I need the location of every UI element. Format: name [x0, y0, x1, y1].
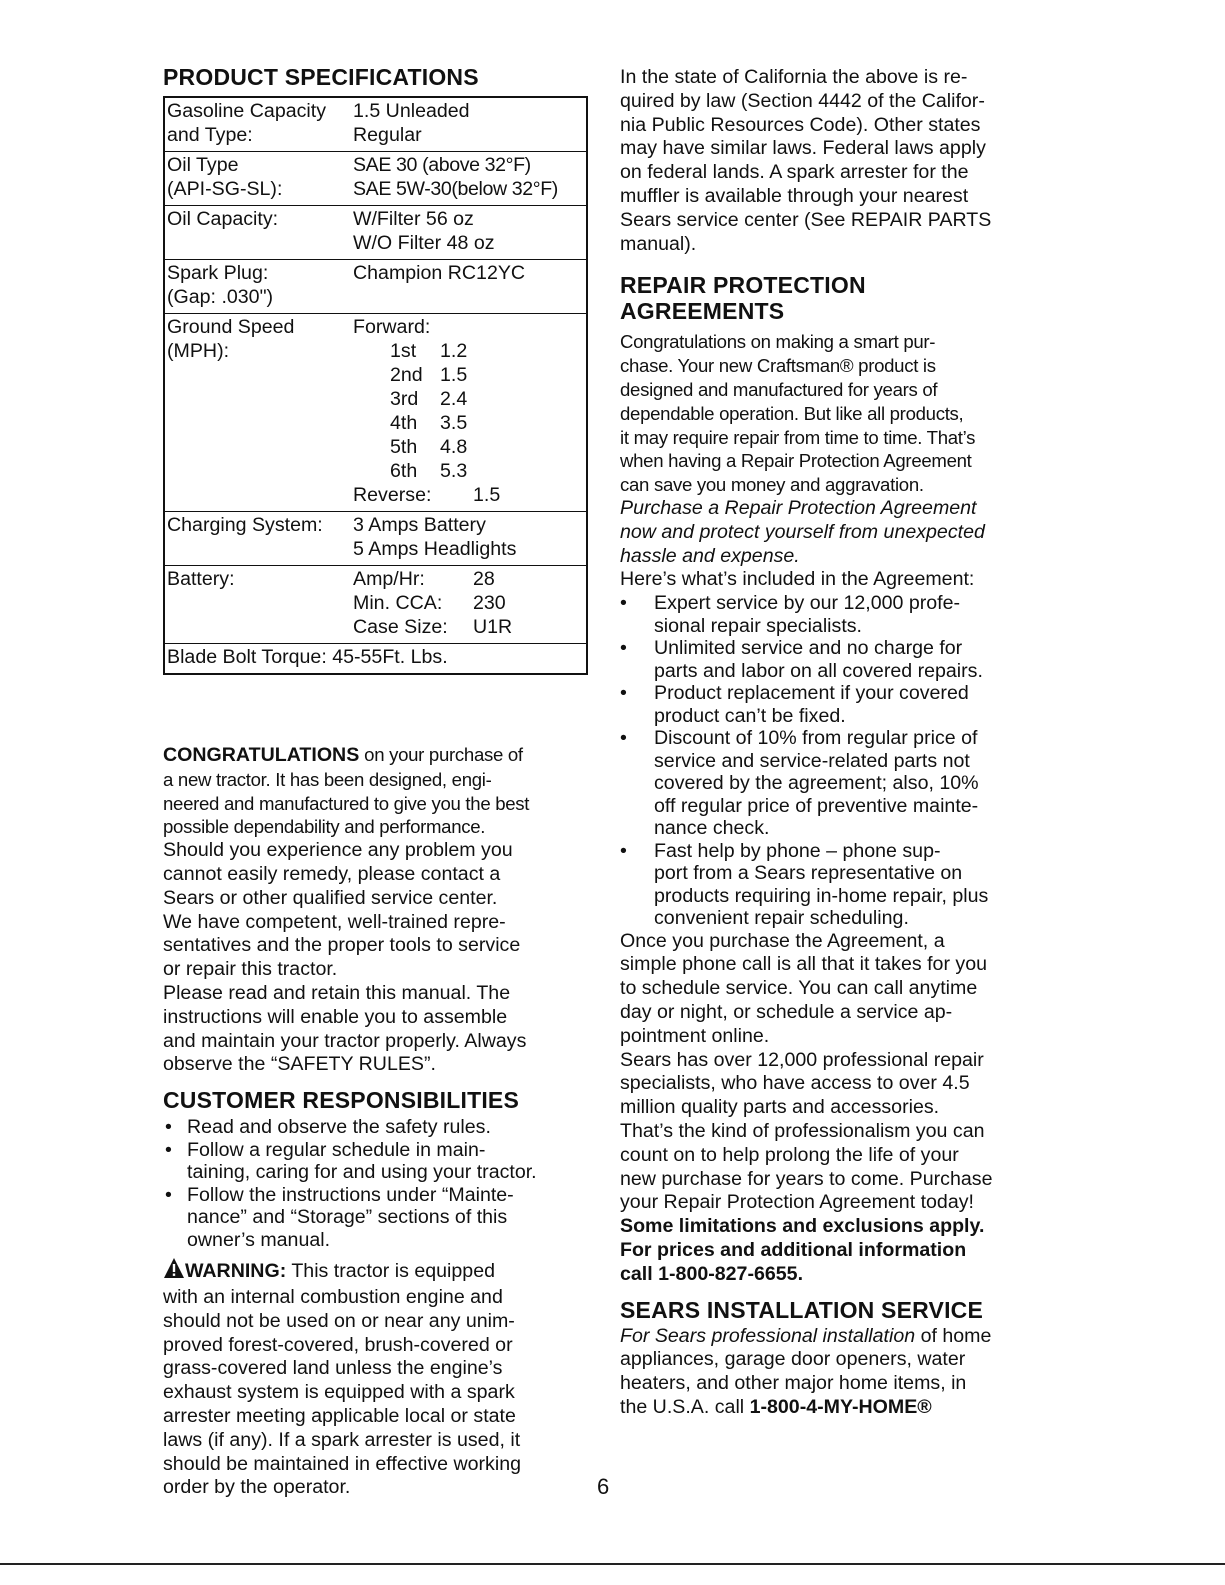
text-line: manual).	[620, 232, 697, 255]
spec-row-oil-type	[165, 151, 586, 205]
list-item: • Discount of 10% from regular price of service and service-related parts not covered by the agreement; also, 10% off regular price of preventive mainte- nance check.	[620, 727, 1060, 840]
text-line: In the state of California the above is re-	[620, 66, 968, 88]
gear-row	[353, 387, 584, 411]
spec-value: 5 Amps Headlights	[353, 538, 517, 560]
gear-name: Reverse:	[353, 484, 432, 506]
text-line: Please read and retain this manual. The	[163, 981, 511, 1004]
gear-name: 6th	[390, 460, 418, 482]
customer-list	[163, 1116, 593, 1251]
text-line: hassle and expense.	[620, 544, 800, 567]
text-line: Some limitations and exclusions apply.	[620, 1215, 985, 1238]
spec-row-gasoline	[165, 98, 586, 151]
phone-number: 1-800-4-MY-HOME®	[749, 1395, 932, 1418]
spec-value: SAE 5W-30(below 32°F)	[353, 178, 558, 200]
spec-row-ground-speed	[165, 313, 586, 511]
text-line: should be maintained in effective working	[163, 1452, 521, 1475]
text-line: This tractor is equipped	[286, 1260, 495, 1283]
text-line: of home	[915, 1324, 992, 1347]
repair-title	[620, 272, 1060, 324]
list-item: • Fast help by phone – phone sup- port from a Sears representative on products requiring in-home repair, plus convenient repair scheduling.	[620, 840, 1060, 930]
text-line: should not be used on or near any unim-	[163, 1309, 515, 1332]
list-item: • Read and observe the safety rules.	[163, 1116, 593, 1139]
text-line: with an internal combustion engine and	[163, 1285, 503, 1308]
spec-label: Spark Plug:	[167, 262, 269, 284]
gear-speed: 1.5	[440, 364, 468, 386]
text-line: appliances, garage door openers, water	[620, 1348, 966, 1371]
gear-row	[353, 459, 584, 483]
spec-value: 1.5 Unleaded	[353, 100, 470, 122]
gear-speed: 2.4	[440, 388, 468, 410]
text-line: the U.S.A. call	[620, 1395, 750, 1418]
text-line: simple phone call is all that it takes for you	[620, 953, 988, 976]
text-line: grass-covered land unless the engine’s	[163, 1357, 503, 1380]
text-line: That’s the kind of professionalism you can	[620, 1120, 985, 1143]
text-line: observe the “SAFETY RULES”.	[163, 1053, 436, 1076]
text-line: order by the operator.	[163, 1476, 351, 1499]
text-line: muffler is available through your nearest	[620, 184, 969, 207]
congrats-lead: CONGRATULATIONS	[163, 744, 360, 766]
spec-row-blade-bolt	[165, 643, 586, 673]
text-line: when having a Repair Protection Agreement	[620, 450, 972, 472]
gear-name: 1st	[390, 340, 417, 362]
text-line: day or night, or schedule a service ap-	[620, 1001, 953, 1024]
text-line: heaters, and other major home items, in	[620, 1372, 967, 1395]
section-title: AGREEMENTS	[620, 298, 785, 325]
text-line: and maintain your tractor properly. Always	[163, 1029, 527, 1052]
spec-value: SAE 30 (above 32°F)	[353, 154, 531, 176]
text-line: chase. Your new Craftsman® product is	[620, 355, 936, 377]
gear-speed: 3.5	[440, 412, 468, 434]
spec-row-spark-plug	[165, 259, 586, 313]
text-line: cannot easily remedy, please contact a	[163, 862, 501, 885]
page-bottom-rule	[0, 1563, 1225, 1565]
text-line: million quality parts and accessories.	[620, 1096, 940, 1119]
text-line: new purchase for years to come. Purchase	[620, 1167, 993, 1190]
section-title: REPAIR PROTECTION	[620, 272, 866, 299]
text-line: it may require repair from time to time. That’s	[620, 426, 976, 448]
text-line: count on to help prolong the life of your	[620, 1143, 959, 1166]
left-column	[163, 64, 593, 1500]
gear-speed: 1.5	[473, 484, 501, 506]
congrats-section	[163, 743, 593, 1077]
text-line: to schedule service. You can call anytime	[620, 977, 978, 1000]
battery-key: Case Size:	[353, 616, 448, 638]
spec-label: (Gap: .030")	[167, 286, 274, 308]
text-line: pointment online.	[620, 1024, 770, 1047]
spec-label: Battery:	[167, 568, 235, 590]
repair-body	[620, 330, 1060, 592]
text-line: possible dependability and performance.	[163, 816, 486, 838]
warning-label: WARNING:	[185, 1260, 287, 1283]
install-body	[620, 1325, 1060, 1420]
warning-section	[163, 1257, 593, 1500]
text-line: Should you experience any problem you	[163, 839, 513, 862]
list-item: • Expert service by our 12,000 profe- sional repair specialists.	[620, 592, 1060, 637]
repair-after	[620, 930, 1060, 1287]
spec-value: Champion RC12YC	[353, 262, 526, 284]
spec-row-charging	[165, 511, 586, 565]
gear-name: 3rd	[390, 388, 419, 410]
list-item: • Unlimited service and no charge for parts and labor on all covered repairs.	[620, 637, 1060, 682]
text-line: Sears or other qualified service center.	[163, 886, 498, 909]
text-line: neered and manufactured to give you the best	[163, 792, 530, 814]
text-line: exhaust system is equipped with a spark	[163, 1381, 515, 1404]
spec-row-oil-capacity	[165, 205, 586, 259]
agreement-list	[620, 592, 1060, 930]
gear-speed: 4.8	[440, 436, 468, 458]
text-line: Purchase a Repair Protection Agreement	[620, 496, 977, 519]
text-line: For prices and additional information	[620, 1239, 967, 1261]
text-line: call 1-800-827-6655.	[620, 1262, 804, 1285]
text-line: now and protect yourself from unexpected	[620, 520, 985, 543]
text-line: We have competent, well-trained repre-	[163, 910, 506, 933]
text-line: a new tractor. It has been designed, engi-	[163, 768, 492, 790]
spec-label: Blade Bolt Torque:	[167, 646, 327, 668]
text-line: arrester meeting applicable local or state	[163, 1404, 516, 1427]
specs-title: PRODUCT SPECIFICATIONS	[163, 64, 479, 90]
gear-name: 5th	[390, 436, 418, 458]
list-item: • Product replacement if your covered product can’t be fixed.	[620, 682, 1060, 727]
specs-table	[163, 96, 588, 675]
list-item: • Follow a regular schedule in main- taining, caring for and using your tractor.	[163, 1139, 593, 1184]
list-item: • Follow the instructions under “Mainte- nance” and “Storage” sections of this owner’s manual.	[163, 1184, 593, 1252]
gear-name: 2nd	[390, 364, 423, 386]
text-line: Here’s what’s included in the Agreement:	[620, 568, 975, 591]
text-line: specialists, who have access to over 4.5	[620, 1072, 970, 1095]
text-line: dependable operation. But like all products,	[620, 402, 964, 424]
spec-label: and Type:	[167, 124, 253, 146]
text-line: or repair this tractor.	[163, 958, 338, 981]
spec-label: Charging System:	[167, 514, 323, 536]
gear-name: 4th	[390, 412, 418, 434]
page-number: 6	[597, 1474, 610, 1499]
spec-label: Gasoline Capacity	[167, 100, 327, 122]
spec-value: W/O Filter 48 oz	[353, 232, 495, 254]
text-line: on your purchase of	[359, 744, 523, 765]
text-line: instructions will enable you to assemble	[163, 1005, 508, 1028]
spec-value: 45-55Ft. Lbs.	[332, 646, 448, 668]
battery-key: Min. CCA:	[353, 592, 443, 614]
gear-speed: 1.2	[440, 340, 468, 362]
battery-value: 28	[473, 568, 495, 590]
spec-value: Regular	[353, 124, 422, 146]
spec-label: Ground Speed	[167, 316, 295, 338]
text-line: on federal lands. A spark arrester for the	[620, 161, 969, 184]
text-line: Sears service center (See REPAIR PARTS	[620, 208, 992, 231]
text-line: designed and manufactured for years of	[620, 378, 938, 400]
reverse-row	[353, 483, 584, 507]
text-line: Congratulations on making a smart pur-	[620, 331, 936, 353]
text-line: For Sears professional installation	[620, 1324, 916, 1347]
text-line: quired by law (Section 4442 of the Califor-	[620, 89, 985, 112]
spec-value: Forward:	[353, 316, 431, 338]
text-line: proved forest-covered, brush-covered or	[163, 1333, 513, 1356]
spec-value: 3 Amps Battery	[353, 514, 486, 536]
text-line: Sears has over 12,000 professional repair	[620, 1048, 984, 1071]
california-section	[620, 66, 1060, 256]
gear-row	[353, 339, 584, 363]
battery-key: Amp/Hr:	[353, 568, 425, 590]
spec-label: (API-SG-SL):	[167, 178, 283, 200]
customer-title: CUSTOMER RESPONSIBILITIES	[163, 1087, 520, 1114]
gear-row	[353, 411, 584, 435]
spec-value: W/Filter 56 oz	[353, 208, 474, 230]
spec-label: Oil Capacity:	[167, 208, 279, 230]
warning-triangle-icon	[163, 1257, 185, 1286]
text-line: nia Public Resources Code). Other states	[620, 113, 981, 136]
gear-row	[353, 363, 584, 387]
install-title: SEARS INSTALLATION SERVICE	[620, 1296, 984, 1323]
spec-row-battery	[165, 565, 586, 643]
gear-speed: 5.3	[440, 460, 468, 482]
right-column	[620, 64, 1060, 1420]
battery-value: 230	[473, 592, 506, 614]
spec-label: (MPH):	[167, 340, 230, 362]
text-line: sentatives and the proper tools to service	[163, 934, 521, 957]
text-line: may have similar laws. Federal laws apply	[620, 137, 986, 160]
battery-value: U1R	[473, 616, 513, 638]
spec-label: Oil Type	[167, 154, 239, 176]
text-line: laws (if any). If a spark arrester is used, it	[163, 1428, 521, 1451]
gear-row	[353, 435, 584, 459]
text-line: Once you purchase the Agreement, a	[620, 929, 945, 952]
text-line: can save you money and aggravation.	[620, 474, 924, 496]
text-line: your Repair Protection Agreement today!	[620, 1191, 974, 1214]
